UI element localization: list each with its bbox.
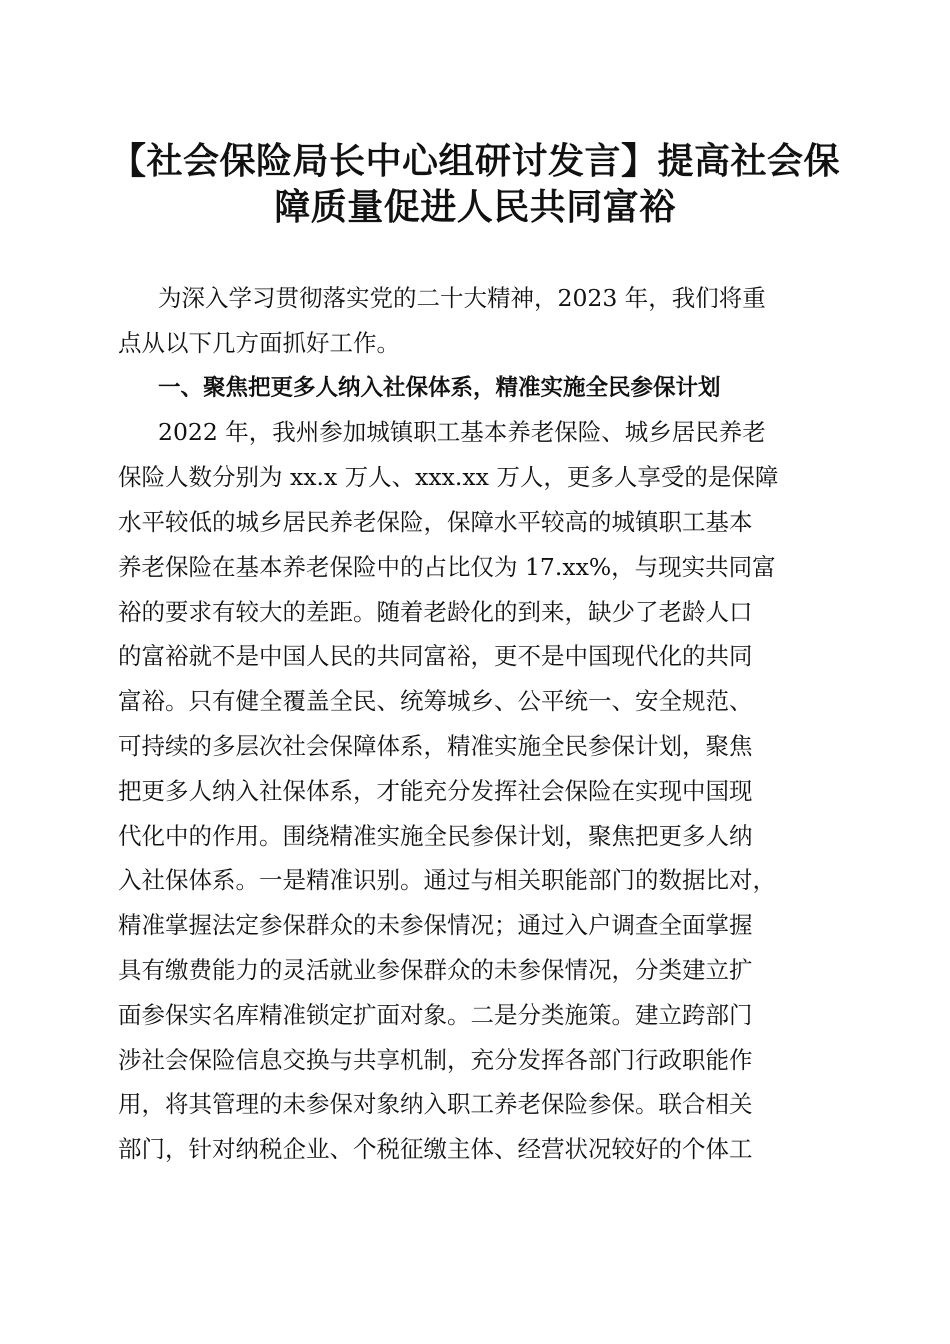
body-line: 涉社会保险信息交换与共享机制，充分发挥各部门行政职能作 [118,1045,753,1074]
body-line: 面参保实名库精准锁定扩面对象。二是分类施策。建立跨部门 [118,1000,753,1029]
body-line: 富裕。只有健全覆盖全民、统筹城乡、公平统一、安全规范、 [118,687,753,716]
body-line: 水平较低的城乡居民养老保险，保障水平较高的城镇职工基本 [118,507,753,536]
body-line: 部门，针对纳税企业、个税征缴主体、经营状况较好的个体工 [118,1135,753,1164]
body-line: 代化中的作用。围绕精准实施全民参保计划，聚焦把更多人纳 [118,821,753,850]
document-body [118,276,834,1172]
body-line: 的富裕就不是中国人民的共同富裕，更不是中国现代化的共同 [118,642,753,671]
body-line: 用，将其管理的未参保对象纳入职工养老保险参保。联合相关 [118,1090,753,1119]
body-line: 保险人数分别为 xx.x 万人、xxx.xx 万人，更多人享受的是保障 [118,463,779,492]
title-line-2: 障质量促进人民共同富裕 [274,186,676,228]
body-line: 2022 年，我州参加城镇职工基本养老保险、城乡居民养老 [158,418,766,447]
body-line: 精准掌握法定参保群众的未参保情况；通过入户调查全面掌握 [118,911,753,940]
intro-line-1: 为深入学习贯彻落实党的二十大精神，2023 年，我们将重 [158,284,766,312]
intro-line-2: 点从以下几方面抓好工作。 [118,328,400,357]
body-line: 裕的要求有较大的差距。随着老龄化的到来，缺少了老龄人口 [118,597,753,626]
body-line: 入社保体系。一是精准识别。通过与相关职能部门的数据比对， [118,866,776,895]
document-title [100,138,850,230]
body-line: 可持续的多层次社会保障体系，精准实施全民参保计划，聚焦 [118,731,753,760]
body-line: 养老保险在基本养老保险中的占比仅为 17.xx%，与现实共同富 [118,552,776,581]
body-line: 具有缴费能力的灵活就业参保群众的未参保情况，分类建立扩 [118,955,753,984]
body-line: 把更多人纳入社保体系，才能充分发挥社会保险在实现中国现 [118,776,753,805]
section-heading: 一、聚焦把更多人纳入社保体系，精准实施全民参保计划 [158,374,721,401]
title-line-1: 【社会保险局长中心组研讨发言】提高社会保 [109,140,840,182]
